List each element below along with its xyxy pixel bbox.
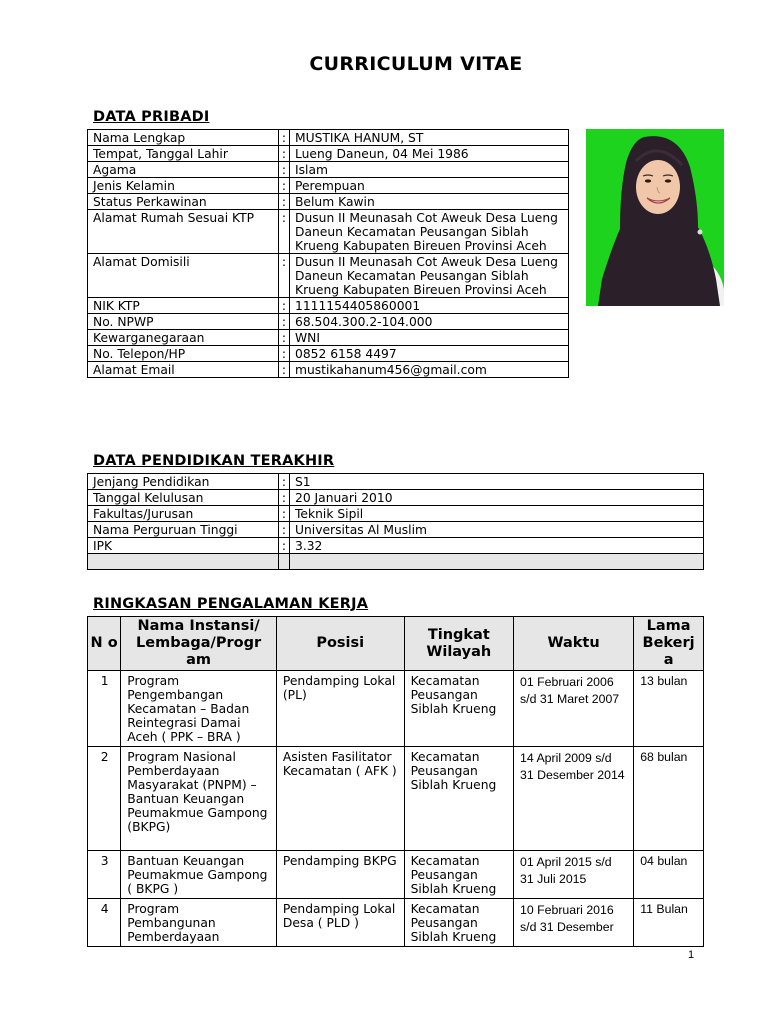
field-label: NIK KTP bbox=[88, 298, 279, 314]
table-row bbox=[88, 210, 569, 254]
personal-heading: DATA PRIBADI bbox=[93, 109, 210, 125]
field-colon: : bbox=[279, 194, 290, 210]
table-row bbox=[88, 506, 704, 522]
header-waktu: Waktu bbox=[514, 617, 634, 671]
field-value: WNI bbox=[290, 330, 569, 346]
table-row bbox=[88, 522, 704, 538]
table-row bbox=[88, 747, 704, 851]
field-colon: : bbox=[279, 490, 290, 506]
table-row bbox=[88, 298, 569, 314]
wilayah-cell: Kecamatan Peusangan Siblah Krueng bbox=[404, 747, 513, 851]
field-value: mustikahanum456@gmail.com bbox=[290, 362, 569, 378]
field-label: Alamat Email bbox=[88, 362, 279, 378]
wilayah-cell: Kecamatan Peusangan Siblah Krueng bbox=[404, 671, 513, 747]
field-value: 68.504.300.2-104.000 bbox=[290, 314, 569, 330]
table-row bbox=[88, 346, 569, 362]
lama-cell: 68 bulan bbox=[634, 747, 704, 851]
table-row bbox=[88, 490, 704, 506]
field-label: Jenis Kelamin bbox=[88, 178, 279, 194]
table-row bbox=[88, 254, 569, 298]
experience-table bbox=[87, 616, 704, 947]
field-colon: : bbox=[279, 298, 290, 314]
page-number: 1 bbox=[688, 949, 695, 961]
field-label: Jenjang Pendidikan bbox=[88, 474, 279, 490]
field-label: Nama Lengkap bbox=[88, 130, 279, 146]
header-wilayah: Tingkat Wilayah bbox=[404, 617, 513, 671]
table-row bbox=[88, 194, 569, 210]
instansi-cell: Program Pengembangan Kecamatan – Badan Reintegrasi Damai Aceh ( PPK – BRA ) bbox=[121, 671, 277, 747]
table-row bbox=[88, 178, 569, 194]
field-label: Alamat Rumah Sesuai KTP bbox=[88, 210, 279, 254]
field-value: S1 bbox=[290, 474, 704, 490]
personal-table bbox=[87, 129, 569, 378]
field-colon: : bbox=[279, 210, 290, 254]
field-colon: : bbox=[279, 330, 290, 346]
row-number: 3 bbox=[88, 851, 121, 899]
lama-cell: 13 bulan bbox=[634, 671, 704, 747]
waktu-cell: 10 Februari 2016 s/d 31 Desember bbox=[514, 899, 634, 947]
field-value: Belum Kawin bbox=[290, 194, 569, 210]
empty-row bbox=[88, 554, 704, 570]
page-title: CURRICULUM VITAE bbox=[309, 53, 523, 75]
empty-cell bbox=[290, 554, 704, 570]
field-value: 0852 6158 4497 bbox=[290, 346, 569, 362]
field-colon: : bbox=[279, 474, 290, 490]
field-value: Perempuan bbox=[290, 178, 569, 194]
waktu-cell: 14 April 2009 s/d 31 Desember 2014 bbox=[514, 747, 634, 851]
experience-heading: RINGKASAN PENGALAMAN KERJA bbox=[93, 596, 369, 612]
waktu-cell: 01 Februari 2006 s/d 31 Maret 2007 bbox=[514, 671, 634, 747]
field-value: Universitas Al Muslim bbox=[290, 522, 704, 538]
field-value: Lueng Daneun, 04 Mei 1986 bbox=[290, 146, 569, 162]
table-row bbox=[88, 162, 569, 178]
field-colon: : bbox=[279, 178, 290, 194]
table-row bbox=[88, 314, 569, 330]
education-heading: DATA PENDIDIKAN TERAKHIR bbox=[93, 453, 335, 469]
row-number: 4 bbox=[88, 899, 121, 947]
profile-photo bbox=[586, 129, 724, 306]
field-colon: : bbox=[279, 522, 290, 538]
instansi-cell: Program Pembangunan Pemberdayaan bbox=[121, 899, 277, 947]
field-label: Status Perkawinan bbox=[88, 194, 279, 210]
header-no: N o bbox=[88, 617, 121, 671]
field-colon: : bbox=[279, 346, 290, 362]
field-value: 3.32 bbox=[290, 538, 704, 554]
field-label: Tanggal Kelulusan bbox=[88, 490, 279, 506]
row-number: 2 bbox=[88, 747, 121, 851]
field-colon: : bbox=[279, 538, 290, 554]
field-value: 20 Januari 2010 bbox=[290, 490, 704, 506]
field-label: Alamat Domisili bbox=[88, 254, 279, 298]
instansi-cell: Bantuan Keuangan Peumakmue Gampong ( BKPG ) bbox=[121, 851, 277, 899]
waktu-cell: 01 April 2015 s/d 31 Juli 2015 bbox=[514, 851, 634, 899]
posisi-cell: Pendamping Lokal Desa ( PLD ) bbox=[276, 899, 404, 947]
lama-cell: 11 Bulan bbox=[634, 899, 704, 947]
table-row bbox=[88, 362, 569, 378]
empty-cell bbox=[279, 554, 290, 570]
field-value: Dusun II Meunasah Cot Aweuk Desa Lueng Daneun Kecamatan Peusangan Siblah Krueng Kabupaten Bireuen Provinsi Aceh bbox=[290, 254, 569, 298]
instansi-cell: Program Nasional Pemberdayaan Masyarakat (PNPM) – Bantuan Keuangan Peumakmue Gampong (BKPG) bbox=[121, 747, 277, 851]
wilayah-cell: Kecamatan Peusangan Siblah Krueng bbox=[404, 851, 513, 899]
table-row bbox=[88, 330, 569, 346]
header-posisi: Posisi bbox=[276, 617, 404, 671]
person-photo-icon bbox=[586, 129, 724, 306]
field-value: Dusun II Meunasah Cot Aweuk Desa Lueng Daneun Kecamatan Peusangan Siblah Krueng Kabupaten Bireuen Provinsi Aceh bbox=[290, 210, 569, 254]
empty-cell bbox=[88, 554, 279, 570]
field-value: MUSTIKA HANUM, ST bbox=[290, 130, 569, 146]
field-label: Nama Perguruan Tinggi bbox=[88, 522, 279, 538]
field-colon: : bbox=[279, 362, 290, 378]
table-row bbox=[88, 671, 704, 747]
header-lama: Lama Bekerj a bbox=[634, 617, 704, 671]
field-colon: : bbox=[279, 162, 290, 178]
table-row bbox=[88, 538, 704, 554]
wilayah-cell: Kecamatan Peusangan Siblah Krueng bbox=[404, 899, 513, 947]
header-instansi: Nama Instansi/ Lembaga/Progr am bbox=[121, 617, 277, 671]
field-colon: : bbox=[279, 130, 290, 146]
table-row bbox=[88, 851, 704, 899]
field-label: No. NPWP bbox=[88, 314, 279, 330]
posisi-cell: Asisten Fasilitator Kecamatan ( AFK ) bbox=[276, 747, 404, 851]
table-row bbox=[88, 474, 704, 490]
field-colon: : bbox=[279, 254, 290, 298]
field-value: Islam bbox=[290, 162, 569, 178]
table-row bbox=[88, 130, 569, 146]
education-table bbox=[87, 473, 704, 570]
field-label: Fakultas/Jurusan bbox=[88, 506, 279, 522]
field-value: 1111154405860001 bbox=[290, 298, 569, 314]
row-number: 1 bbox=[88, 671, 121, 747]
field-colon: : bbox=[279, 146, 290, 162]
field-label: IPK bbox=[88, 538, 279, 554]
posisi-cell: Pendamping BKPG bbox=[276, 851, 404, 899]
posisi-cell: Pendamping Lokal (PL) bbox=[276, 671, 404, 747]
field-colon: : bbox=[279, 506, 290, 522]
field-value: Teknik Sipil bbox=[290, 506, 704, 522]
field-label: Kewarganegaraan bbox=[88, 330, 279, 346]
lama-cell: 04 bulan bbox=[634, 851, 704, 899]
field-label: Agama bbox=[88, 162, 279, 178]
field-label: Tempat, Tanggal Lahir bbox=[88, 146, 279, 162]
table-row bbox=[88, 899, 704, 947]
field-label: No. Telepon/HP bbox=[88, 346, 279, 362]
table-row bbox=[88, 146, 569, 162]
field-colon: : bbox=[279, 314, 290, 330]
